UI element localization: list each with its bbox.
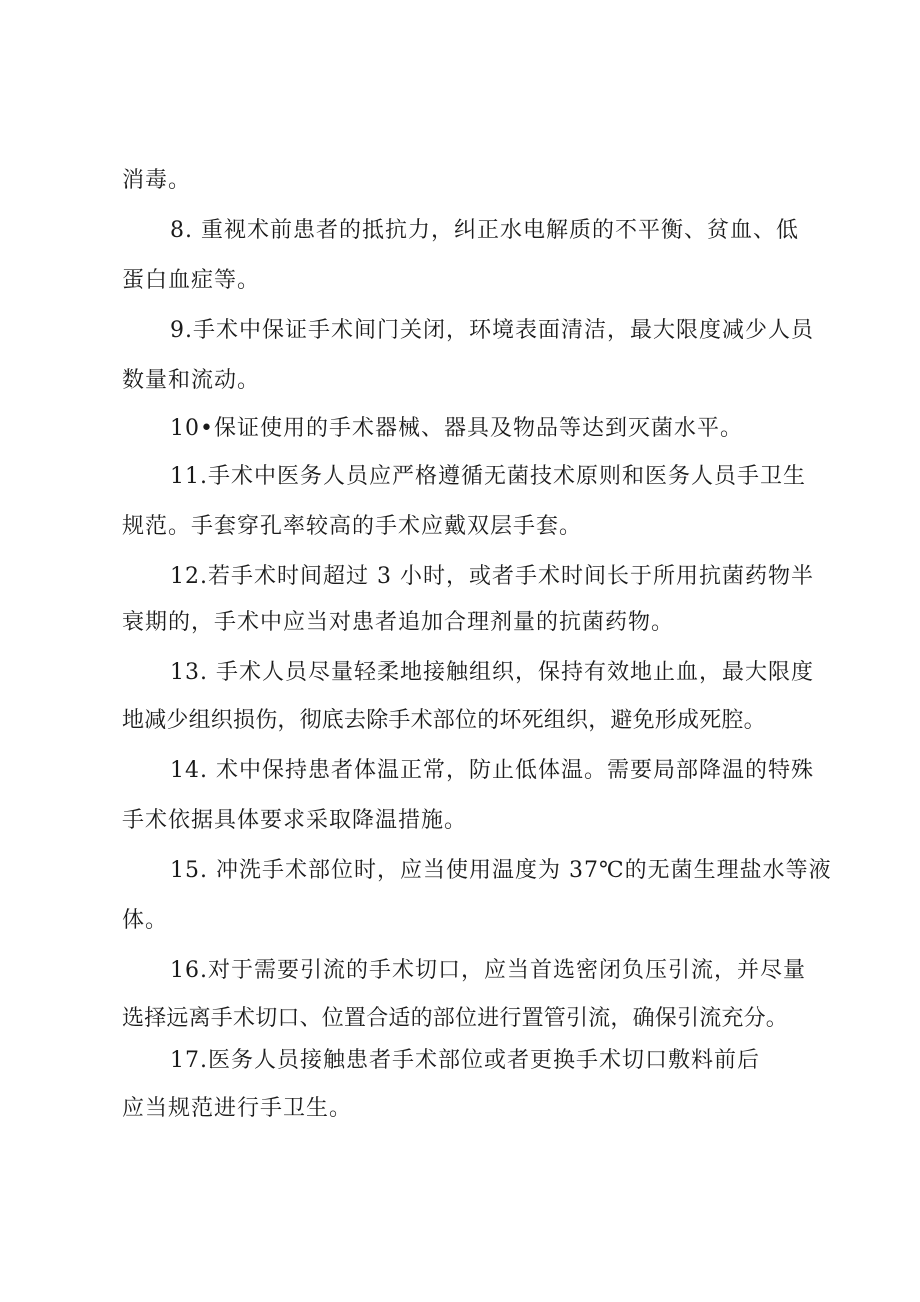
- text-line-item-15-cont: 体。: [122, 908, 169, 933]
- text-line-item-15: 15. 冲洗手术部位时，应当使用温度为 37℃的无菌生理盐水等液: [170, 858, 832, 883]
- text-line-item-12: 12.若手术时间超过 3 小时，或者手术时间长于所用抗菌药物半: [170, 564, 814, 589]
- text-line-item-12-cont: 衰期的，手术中应当对患者追加合理剂量的抗菌药物。: [122, 610, 675, 635]
- text-line-item-16-cont: 选择远离手术切口、位置合适的部位进行置管引流，确保引流充分。: [122, 1006, 789, 1031]
- text-line-item-17-cont: 应当规范进行手卫生。: [122, 1096, 353, 1121]
- text-line-item-14-cont: 手术依据具体要求采取降温措施。: [122, 808, 468, 833]
- text-line-item-14: 14. 术中保持患者体温正常，防止低体温。需要局部降温的特殊: [170, 758, 814, 783]
- text-line-item-8: 8. 重视术前患者的抵抗力，纠正水电解质的不平衡、贫血、低: [170, 218, 799, 243]
- text-line-item-13-cont: 地减少组织损伤，彻底去除手术部位的坏死组织，避免形成死腔。: [122, 708, 766, 733]
- text-line-continuation-disinfection: 消毒。: [122, 168, 192, 193]
- text-line-item-16: 16.对于需要引流的手术切口，应当首选密闭负压引流，并尽量: [170, 958, 806, 983]
- text-line-item-8-cont: 蛋白血症等。: [122, 268, 261, 293]
- text-line-item-13: 13. 手术人员尽量轻柔地接触组织，保持有效地止血，最大限度: [170, 660, 814, 685]
- text-line-item-17: 17.医务人员接触患者手术部位或者更换手术切口敷料前后: [170, 1048, 760, 1073]
- text-line-item-11-cont: 规范。手套穿孔率较高的手术应戴双层手套。: [122, 514, 583, 539]
- text-line-item-11: 11.手术中医务人员应严格遵循无菌技术原则和医务人员手卫生: [170, 464, 806, 489]
- text-line-item-9: 9.手术中保证手术间门关闭，环境表面清洁，最大限度减少人员: [170, 318, 814, 343]
- text-line-item-9-cont: 数量和流动。: [122, 368, 261, 393]
- text-line-item-10: 10•保证使用的手术器械、器具及物品等达到灭菌水平。: [170, 416, 743, 441]
